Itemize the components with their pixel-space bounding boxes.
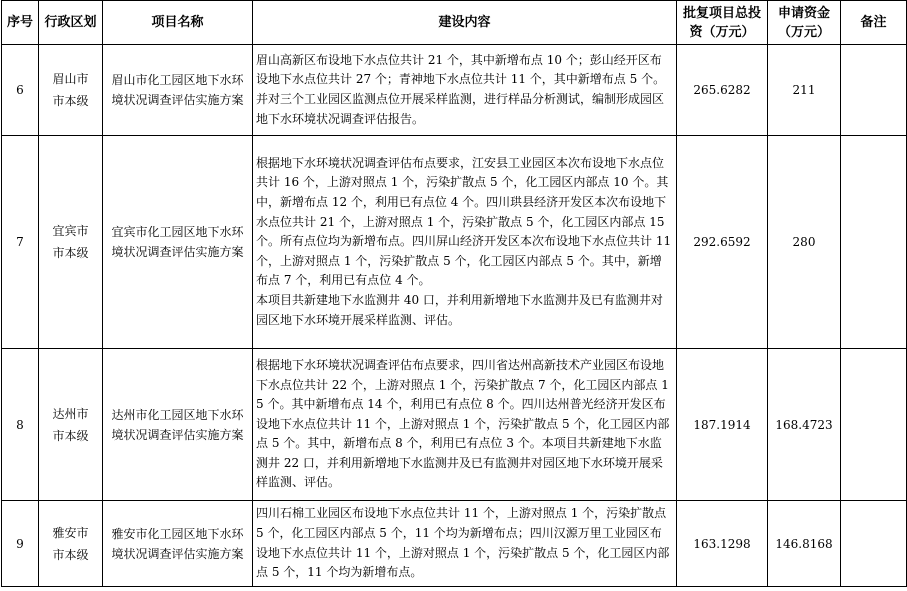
investment-cell: 163.1298	[677, 501, 768, 587]
investment-cell: 292.6592	[677, 136, 768, 349]
remark-cell	[841, 136, 907, 349]
funding-cell: 168.4723	[768, 349, 841, 501]
funding-cell: 211	[768, 45, 841, 136]
investment-cell: 187.1914	[677, 349, 768, 501]
content-paragraph: 根据地下水环境状况调查评估布点要求，江安县工业园区本次布设地下水点位共计 16 个，上游对照点 1 个，污染扩散点 5 个，化工园区内部点 10 个。其中，新增布点 12 个，利用已有点位 4 个。四川珙县经济开发区本次布设地下水点位共计 21 个，上游对照点 1 个，污染扩散点 5 个，化工园区内部点 15 个。所有点位均为新增布点。四川屏山经济开发区本次布设地下水点位共计 11 个，上游对照点 1 个，污染扩散点 5 个，化工园区内部点 5 个。其中，新增布点 7 个，利用已有点位 4 个。	[256, 155, 672, 288]
seq-cell: 6	[2, 45, 39, 136]
project-cell: 雅安市化工园区地下水环境状况调查评估实施方案	[103, 501, 253, 587]
header-region: 行政区划	[39, 1, 103, 45]
header-row	[2, 1, 907, 45]
content-cell	[253, 136, 677, 349]
investment-cell: 265.6282	[677, 45, 768, 136]
table-row	[2, 136, 907, 349]
content-paragraph: 本项目共新建地下水监测井 40 口，并利用新增地下水监测井及已有监测井对园区地下水环境开展采样监测、评估。	[256, 292, 663, 327]
header-seq: 序号	[2, 1, 39, 45]
region-cell: 雅安市市本级	[39, 501, 103, 587]
funding-cell: 280	[768, 136, 841, 349]
header-funding: 申请资金（万元）	[768, 1, 841, 45]
project-cell: 达州市化工园区地下水环境状况调查评估实施方案	[103, 349, 253, 501]
remark-cell	[841, 349, 907, 501]
region-cell: 宜宾市市本级	[39, 136, 103, 349]
table-row	[2, 349, 907, 501]
header-investment: 批复项目总投资（万元）	[677, 1, 768, 45]
table-row	[2, 501, 907, 587]
project-cell: 眉山市化工园区地下水环境状况调查评估实施方案	[103, 45, 253, 136]
header-content: 建设内容	[253, 1, 677, 45]
content-cell: 眉山高新区布设地下水点位共计 21 个，其中新增布点 10 个；彭山经开区布设地下水点位共计 27 个；青神地下水点位共计 11 个，其中新增布点 5 个。并对三个工业园区监测点位开展采样监测，进行样品分析测试，编制形成园区地下水环境状况调查评估报告。	[253, 45, 677, 136]
header-remark: 备注	[841, 1, 907, 45]
region-cell: 眉山市市本级	[39, 45, 103, 136]
seq-cell: 8	[2, 349, 39, 501]
seq-cell: 9	[2, 501, 39, 587]
content-cell: 根据地下水环境状况调查评估布点要求，四川省达州高新技术产业园区布设地下水点位共计 22 个，上游对照点 1 个，污染扩散点 7 个，化工园区内部点 15 个。其中新增布点 14 个，利用已有点位 8 个。四川达州普光经济开发区布设地下水点位共计 11 个，上游对照点 1 个，污染扩散点 5 个，化工园区内部点 5 个。其中，新增布点 8 个，利用已有点位 3 个。本项目共新建地下水监测井 22 口，并利用新增地下水监测井及已有监测井对园区地下水环境开展采样监测、评估。	[253, 349, 677, 501]
remark-cell	[841, 45, 907, 136]
project-table	[1, 0, 907, 587]
content-cell: 四川石棉工业园区布设地下水点位共计 11 个，上游对照点 1 个，污染扩散点 5 个，化工园区内部点 5 个，11 个均为新增布点；四川汉源万里工业园区布设地下水点位共计 11 个，上游对照点 1 个，污染扩散点 5 个，化工园区内部点 5 个，11 个均为新增布点。	[253, 501, 677, 587]
region-cell: 达州市市本级	[39, 349, 103, 501]
remark-cell	[841, 501, 907, 587]
project-cell: 宜宾市化工园区地下水环境状况调查评估实施方案	[103, 136, 253, 349]
table-row	[2, 45, 907, 136]
seq-cell: 7	[2, 136, 39, 349]
header-project: 项目名称	[103, 1, 253, 45]
funding-cell: 146.8168	[768, 501, 841, 587]
